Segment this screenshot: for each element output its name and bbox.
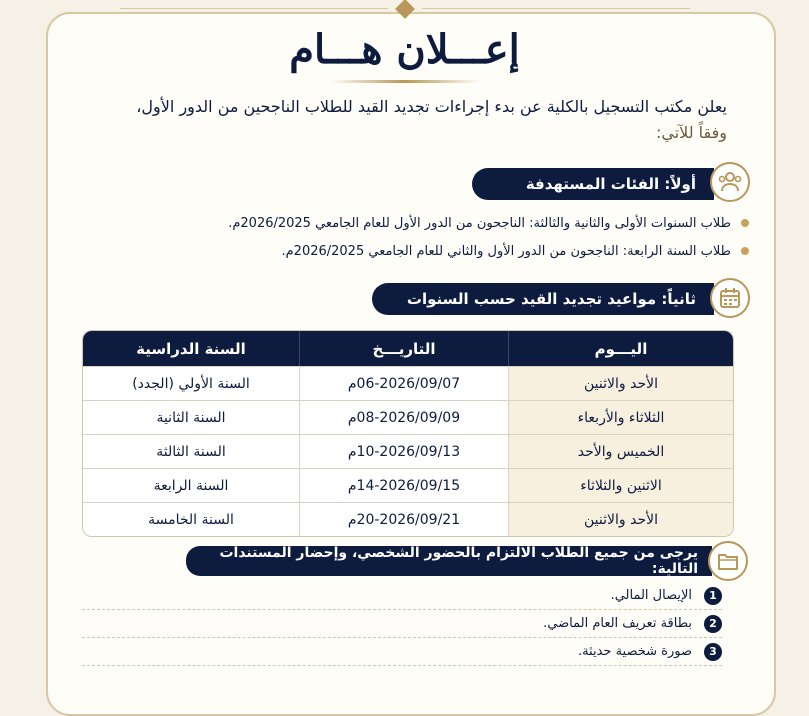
list-item-text: الإيصال المالي. <box>610 588 692 603</box>
folder-icon <box>708 541 748 581</box>
cell-day: الثلاثاء والأربعاء <box>508 400 733 434</box>
section1-heading-text: أولاً: الفئات المستهدفة <box>525 175 696 193</box>
cell-date: 08-2026/09/09م <box>299 400 508 434</box>
section1-heading <box>472 168 714 200</box>
cell-day: الأحد والاثنين <box>508 366 733 400</box>
section2-heading-text: ثانياً: مواعيد تجديد القيد حسب السنوات <box>406 290 696 308</box>
cell-day: الأحد والاثنين <box>508 502 733 536</box>
list-item <box>82 582 722 610</box>
column-header-date: التاريـــخ <box>299 331 508 366</box>
table-row <box>83 434 733 468</box>
cell-date: 20-2026/09/21م <box>299 502 508 536</box>
cell-year: السنة الأولي (الجدد) <box>83 366 299 400</box>
list-item-text: صورة شخصية حديثة. <box>577 644 692 659</box>
column-header-day: اليـــوم <box>508 331 733 366</box>
column-header-year: السنة الدراسية <box>83 331 299 366</box>
cell-year: السنة الثانية <box>83 400 299 434</box>
table-row <box>83 502 733 536</box>
number-badge: 3 <box>704 643 722 661</box>
documents-heading-text: يرجى من جميع الطلاب الالتزام بالحضور الشخصي، وإحضار المستندات التالية: <box>219 545 698 577</box>
target-groups-list <box>228 209 749 265</box>
number-badge: 1 <box>704 587 722 605</box>
intro-line-1: يعلن مكتب التسجيل بالكلية عن بدء إجراءات تجديد القيد للطلاب الناجحين من الدور الأول، <box>136 97 727 116</box>
list-item-text: طلاب السنة الرابعة: الناجحون من الدور الأول والثاني للعام الجامعي 2026/2025م. <box>281 243 731 259</box>
cell-date: 06-2026/09/07م <box>299 366 508 400</box>
top-ornament-line-right <box>422 8 690 9</box>
cell-year: السنة الثالثة <box>83 434 299 468</box>
documents-heading <box>186 546 712 576</box>
page-title: إعـــلان هـــام <box>289 26 520 73</box>
list-item <box>228 237 749 265</box>
title-underline <box>330 80 480 83</box>
list-item <box>228 209 749 237</box>
list-item <box>82 638 722 666</box>
list-item-text: بطاقة تعريف العام الماضي. <box>543 616 692 631</box>
bullet-icon <box>741 219 749 227</box>
bullet-icon <box>741 247 749 255</box>
table-row <box>83 468 733 502</box>
cell-year: السنة الرابعة <box>83 468 299 502</box>
cell-day: الاثنين والثلاثاء <box>508 468 733 502</box>
list-item <box>82 610 722 638</box>
intro-line-2: وفقاً للآتي: <box>655 123 727 142</box>
cell-date: 14-2026/09/15م <box>299 468 508 502</box>
section2-heading <box>372 283 714 315</box>
people-group-icon <box>710 162 750 202</box>
cell-day: الخميس والأحد <box>508 434 733 468</box>
table-header-row <box>83 331 733 366</box>
intro-text <box>47 94 727 146</box>
calendar-icon <box>710 278 750 318</box>
documents-list <box>82 582 722 666</box>
table-row <box>83 366 733 400</box>
top-ornament-line-left <box>120 8 388 9</box>
cell-year: السنة الخامسة <box>83 502 299 536</box>
list-item-text: طلاب السنوات الأولى والثانية والثالثة: الناجحون من الدور الأول للعام الجامعي 2026/2025م. <box>228 215 731 231</box>
table-row <box>83 400 733 434</box>
cell-date: 10-2026/09/13م <box>299 434 508 468</box>
number-badge: 2 <box>704 615 722 633</box>
schedule-table <box>82 330 734 537</box>
